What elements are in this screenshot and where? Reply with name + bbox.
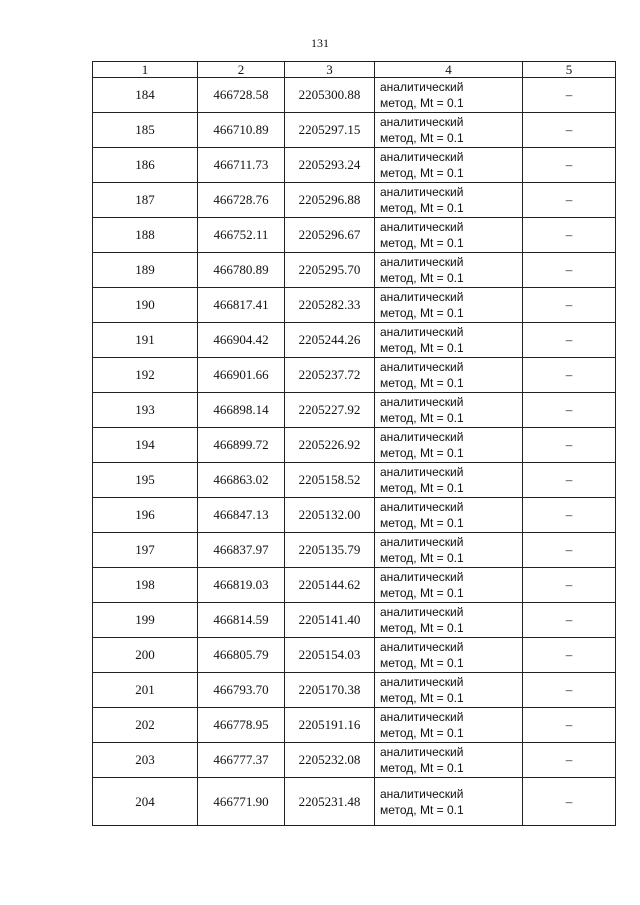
method-line-2: метод, Mt = 0.1 bbox=[380, 551, 464, 565]
note-cell: – bbox=[523, 218, 616, 253]
x-coordinate-cell: 466711.73 bbox=[198, 148, 285, 183]
method-line-2: метод, Mt = 0.1 bbox=[380, 586, 464, 600]
point-number-cell: 195 bbox=[93, 463, 198, 498]
table-row bbox=[93, 778, 616, 826]
point-number-cell: 201 bbox=[93, 673, 198, 708]
point-number-cell: 199 bbox=[93, 603, 198, 638]
y-coordinate-cell: 2205296.88 bbox=[285, 183, 375, 218]
y-coordinate-cell: 2205191.16 bbox=[285, 708, 375, 743]
table-row bbox=[93, 638, 616, 673]
method-cell bbox=[375, 533, 523, 568]
x-coordinate-cell: 466710.89 bbox=[198, 113, 285, 148]
table-row bbox=[93, 708, 616, 743]
table-row bbox=[93, 673, 616, 708]
method-line-2: метод, Mt = 0.1 bbox=[380, 201, 464, 215]
method-line-2: метод, Mt = 0.1 bbox=[380, 481, 464, 495]
y-coordinate-cell: 2205135.79 bbox=[285, 533, 375, 568]
note-cell: – bbox=[523, 568, 616, 603]
method-cell bbox=[375, 393, 523, 428]
y-coordinate-cell: 2205293.24 bbox=[285, 148, 375, 183]
table-row bbox=[93, 358, 616, 393]
x-coordinate-cell: 466847.13 bbox=[198, 498, 285, 533]
point-number-cell: 204 bbox=[93, 778, 198, 826]
method-line-1: аналитический bbox=[380, 710, 464, 724]
x-coordinate-cell: 466793.70 bbox=[198, 673, 285, 708]
table-row bbox=[93, 603, 616, 638]
method-line-2: метод, Mt = 0.1 bbox=[380, 131, 464, 145]
method-cell bbox=[375, 148, 523, 183]
note-cell: – bbox=[523, 463, 616, 498]
x-coordinate-cell: 466752.11 bbox=[198, 218, 285, 253]
note-cell: – bbox=[523, 393, 616, 428]
y-coordinate-cell: 2205226.92 bbox=[285, 428, 375, 463]
note-cell: – bbox=[523, 288, 616, 323]
y-coordinate-cell: 2205154.03 bbox=[285, 638, 375, 673]
point-number-cell: 191 bbox=[93, 323, 198, 358]
point-number-cell: 200 bbox=[93, 638, 198, 673]
method-line-1: аналитический bbox=[380, 185, 464, 199]
point-number-cell: 184 bbox=[93, 78, 198, 113]
y-coordinate-cell: 2205158.52 bbox=[285, 463, 375, 498]
note-cell: – bbox=[523, 498, 616, 533]
y-coordinate-cell: 2205132.00 bbox=[285, 498, 375, 533]
table-row bbox=[93, 183, 616, 218]
y-coordinate-cell: 2205227.92 bbox=[285, 393, 375, 428]
method-line-1: аналитический bbox=[380, 745, 464, 759]
method-cell bbox=[375, 708, 523, 743]
y-coordinate-cell: 2205300.88 bbox=[285, 78, 375, 113]
table-row bbox=[93, 288, 616, 323]
x-coordinate-cell: 466805.79 bbox=[198, 638, 285, 673]
note-cell: – bbox=[523, 673, 616, 708]
method-cell bbox=[375, 778, 523, 826]
table-row bbox=[93, 568, 616, 603]
method-line-2: метод, Mt = 0.1 bbox=[380, 341, 464, 355]
column-header-2: 2 bbox=[198, 62, 285, 78]
x-coordinate-cell: 466728.76 bbox=[198, 183, 285, 218]
note-cell: – bbox=[523, 113, 616, 148]
table-row bbox=[93, 533, 616, 568]
y-coordinate-cell: 2205144.62 bbox=[285, 568, 375, 603]
note-cell: – bbox=[523, 148, 616, 183]
method-line-1: аналитический bbox=[380, 360, 464, 374]
x-coordinate-cell: 466778.95 bbox=[198, 708, 285, 743]
table-row bbox=[93, 148, 616, 183]
point-number-cell: 193 bbox=[93, 393, 198, 428]
x-coordinate-cell: 466817.41 bbox=[198, 288, 285, 323]
method-line-2: метод, Mt = 0.1 bbox=[380, 96, 464, 110]
method-line-2: метод, Mt = 0.1 bbox=[380, 691, 464, 705]
note-cell: – bbox=[523, 533, 616, 568]
method-cell bbox=[375, 358, 523, 393]
point-number-cell: 202 bbox=[93, 708, 198, 743]
method-cell bbox=[375, 498, 523, 533]
point-number-cell: 196 bbox=[93, 498, 198, 533]
note-cell: – bbox=[523, 183, 616, 218]
x-coordinate-cell: 466819.03 bbox=[198, 568, 285, 603]
column-header-1: 1 bbox=[93, 62, 198, 78]
point-number-cell: 194 bbox=[93, 428, 198, 463]
x-coordinate-cell: 466901.66 bbox=[198, 358, 285, 393]
y-coordinate-cell: 2205141.40 bbox=[285, 603, 375, 638]
method-cell bbox=[375, 603, 523, 638]
note-cell: – bbox=[523, 78, 616, 113]
table-row bbox=[93, 463, 616, 498]
method-cell bbox=[375, 218, 523, 253]
y-coordinate-cell: 2205231.48 bbox=[285, 778, 375, 826]
method-line-1: аналитический bbox=[380, 640, 464, 654]
point-number-cell: 185 bbox=[93, 113, 198, 148]
method-line-1: аналитический bbox=[380, 786, 464, 801]
note-cell: – bbox=[523, 358, 616, 393]
method-line-2: метод, Mt = 0.1 bbox=[380, 271, 464, 285]
y-coordinate-cell: 2205237.72 bbox=[285, 358, 375, 393]
method-line-2: метод, Mt = 0.1 bbox=[380, 761, 464, 775]
method-line-1: аналитический bbox=[380, 430, 464, 444]
method-line-1: аналитический bbox=[380, 605, 464, 619]
y-coordinate-cell: 2205232.08 bbox=[285, 743, 375, 778]
column-header-5: 5 bbox=[523, 62, 616, 78]
y-coordinate-cell: 2205295.70 bbox=[285, 253, 375, 288]
column-header-4: 4 bbox=[375, 62, 523, 78]
point-number-cell: 203 bbox=[93, 743, 198, 778]
x-coordinate-cell: 466904.42 bbox=[198, 323, 285, 358]
method-cell bbox=[375, 288, 523, 323]
method-line-1: аналитический bbox=[380, 535, 464, 549]
y-coordinate-cell: 2205282.33 bbox=[285, 288, 375, 323]
method-line-2: метод, Mt = 0.1 bbox=[380, 236, 464, 250]
column-header-3: 3 bbox=[285, 62, 375, 78]
table-row bbox=[93, 78, 616, 113]
table-row bbox=[93, 393, 616, 428]
x-coordinate-cell: 466814.59 bbox=[198, 603, 285, 638]
table-header-row bbox=[93, 62, 616, 78]
method-cell bbox=[375, 113, 523, 148]
method-line-2: метод, Mt = 0.1 bbox=[380, 376, 464, 390]
method-cell bbox=[375, 568, 523, 603]
note-cell: – bbox=[523, 253, 616, 288]
method-line-1: аналитический bbox=[380, 500, 464, 514]
x-coordinate-cell: 466837.97 bbox=[198, 533, 285, 568]
x-coordinate-cell: 466899.72 bbox=[198, 428, 285, 463]
note-cell: – bbox=[523, 603, 616, 638]
coordinates-table bbox=[92, 61, 616, 826]
note-cell: – bbox=[523, 743, 616, 778]
method-line-1: аналитический bbox=[380, 80, 464, 94]
table-row bbox=[93, 253, 616, 288]
x-coordinate-cell: 466728.58 bbox=[198, 78, 285, 113]
x-coordinate-cell: 466863.02 bbox=[198, 463, 285, 498]
note-cell: – bbox=[523, 708, 616, 743]
point-number-cell: 186 bbox=[93, 148, 198, 183]
table-row bbox=[93, 743, 616, 778]
method-line-2: метод, Mt = 0.1 bbox=[380, 516, 464, 530]
note-cell: – bbox=[523, 778, 616, 826]
y-coordinate-cell: 2205296.67 bbox=[285, 218, 375, 253]
method-line-2: метод, Mt = 0.1 bbox=[380, 656, 464, 670]
method-cell bbox=[375, 253, 523, 288]
method-line-2: метод, Mt = 0.1 bbox=[380, 726, 464, 740]
x-coordinate-cell: 466780.89 bbox=[198, 253, 285, 288]
method-line-1: аналитический bbox=[380, 325, 464, 339]
method-cell bbox=[375, 323, 523, 358]
method-cell bbox=[375, 673, 523, 708]
x-coordinate-cell: 466898.14 bbox=[198, 393, 285, 428]
note-cell: – bbox=[523, 428, 616, 463]
x-coordinate-cell: 466777.37 bbox=[198, 743, 285, 778]
method-cell bbox=[375, 743, 523, 778]
method-cell bbox=[375, 428, 523, 463]
point-number-cell: 188 bbox=[93, 218, 198, 253]
method-line-1: аналитический bbox=[380, 255, 464, 269]
x-coordinate-cell: 466771.90 bbox=[198, 778, 285, 826]
point-number-cell: 187 bbox=[93, 183, 198, 218]
method-line-1: аналитический bbox=[380, 465, 464, 479]
table-row bbox=[93, 428, 616, 463]
y-coordinate-cell: 2205170.38 bbox=[285, 673, 375, 708]
method-line-2: метод, Mt = 0.1 bbox=[380, 446, 464, 460]
method-cell bbox=[375, 183, 523, 218]
method-line-1: аналитический bbox=[380, 675, 464, 689]
note-cell: – bbox=[523, 638, 616, 673]
method-line-1: аналитический bbox=[380, 290, 464, 304]
method-cell bbox=[375, 638, 523, 673]
table-row bbox=[93, 218, 616, 253]
y-coordinate-cell: 2205244.26 bbox=[285, 323, 375, 358]
method-line-2: метод, Mt = 0.1 bbox=[380, 411, 464, 425]
method-line-2: метод, Mt = 0.1 bbox=[380, 621, 464, 635]
note-cell: – bbox=[523, 323, 616, 358]
point-number-cell: 190 bbox=[93, 288, 198, 323]
method-line-1: аналитический bbox=[380, 115, 464, 129]
method-line-2: метод, Mt = 0.1 bbox=[380, 166, 464, 180]
page-number: 131 bbox=[311, 36, 329, 50]
point-number-cell: 189 bbox=[93, 253, 198, 288]
method-line-2: метод, Mt = 0.1 bbox=[380, 802, 464, 817]
point-number-cell: 197 bbox=[93, 533, 198, 568]
method-line-1: аналитический bbox=[380, 150, 464, 164]
method-cell bbox=[375, 463, 523, 498]
method-cell bbox=[375, 78, 523, 113]
method-line-1: аналитический bbox=[380, 570, 464, 584]
method-line-1: аналитический bbox=[380, 220, 464, 234]
method-line-2: метод, Mt = 0.1 bbox=[380, 306, 464, 320]
point-number-cell: 192 bbox=[93, 358, 198, 393]
table-row bbox=[93, 113, 616, 148]
table-row bbox=[93, 323, 616, 358]
point-number-cell: 198 bbox=[93, 568, 198, 603]
method-line-1: аналитический bbox=[380, 395, 464, 409]
table-row bbox=[93, 498, 616, 533]
y-coordinate-cell: 2205297.15 bbox=[285, 113, 375, 148]
